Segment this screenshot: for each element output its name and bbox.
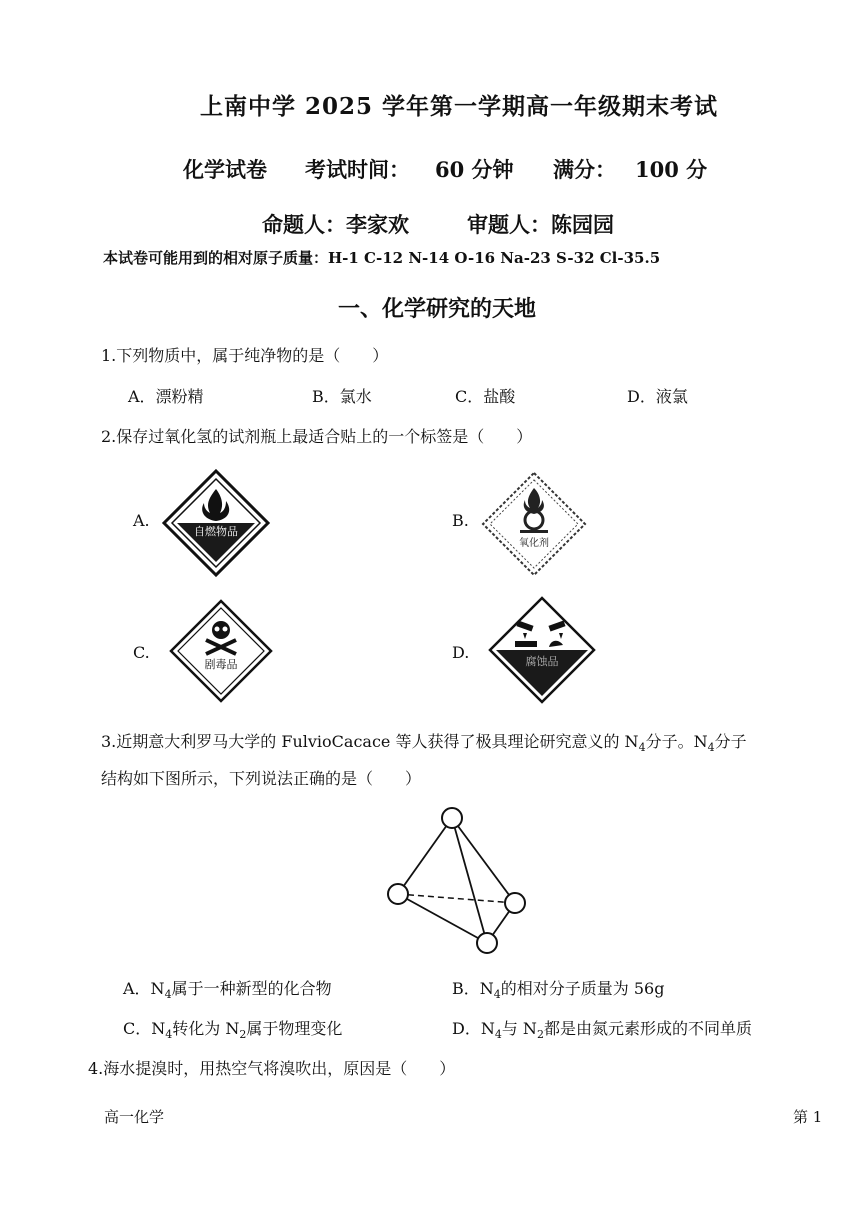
- subscript-2: 2: [239, 1028, 247, 1042]
- q3-stem-part2: 分子。N: [645, 732, 708, 751]
- q2-letter-c: C.: [133, 643, 150, 662]
- section-title: 一、化学研究的天地: [338, 296, 537, 322]
- q3-opt-d-part1: D．N: [452, 1019, 495, 1038]
- footer-subject: 高一化学: [104, 1108, 165, 1126]
- hazard-label-a: [160, 467, 272, 579]
- q2-stem: 2.保存过氧化氢的试剂瓶上最适合贴上的一个标签是（ ）: [101, 427, 533, 446]
- label-d-text: 腐蚀品: [525, 655, 559, 668]
- atom-right: [505, 893, 525, 913]
- subscript-2: 2: [536, 1028, 544, 1042]
- subscript-4: 4: [165, 1028, 173, 1042]
- q4-stem: 4.海水提溴时，用热空气将溴吹出，原因是（ ）: [88, 1059, 456, 1078]
- q1-stem: 1.下列物质中，属于纯净物的是（ ）: [101, 346, 389, 365]
- q3-opt-d-part2: 与 N: [501, 1019, 537, 1038]
- setter: 命题人：李家欢: [262, 212, 409, 237]
- atom-bottom: [477, 933, 497, 953]
- q3-stem-part3: 分子: [714, 732, 747, 751]
- reviewer: 审题人：陈园园: [467, 212, 614, 237]
- q1-option-b: B．氯水: [312, 387, 372, 406]
- time-label: 考试时间：: [305, 157, 410, 182]
- q3-opt-d-part3: 都是由氮元素形成的不同单质: [543, 1019, 752, 1038]
- q3-opt-c-part2: 转化为 N: [172, 1019, 240, 1038]
- time-value: 60 分钟: [435, 157, 514, 182]
- q3-option-b: [452, 976, 664, 1001]
- atom-left: [388, 884, 408, 904]
- hazard-label-c: [168, 598, 274, 704]
- q3-stem-line2: 结构如下图所示，下列说法正确的是（ ）: [101, 769, 422, 788]
- q3-opt-a-part1: A．N: [123, 979, 165, 998]
- q3-option-c: [123, 1016, 342, 1041]
- atomic-masses: 本试卷可能用到的相对原子质量：H-1 C-12 N-14 O-16 Na-23 S-32 Cl-35.5: [103, 249, 661, 267]
- subscript-4: 4: [164, 988, 172, 1002]
- subscript-4: 4: [493, 988, 501, 1002]
- q3-stem-line1: [101, 729, 747, 754]
- label-b-text: 氧化剂: [519, 538, 549, 549]
- subject-title: 化学试卷: [183, 157, 267, 182]
- score-value: 100 分: [635, 157, 708, 182]
- subscript-4: 4: [707, 741, 715, 755]
- q3-option-a: [123, 976, 332, 1001]
- footer-page-number: 第 1: [793, 1108, 823, 1126]
- q2-letter-b: B.: [452, 511, 469, 530]
- q3-opt-b-part1: B．N: [452, 979, 494, 998]
- q3-opt-a-part2: 属于一种新型的化合物: [171, 979, 332, 998]
- score-label: 满分：: [553, 157, 616, 182]
- q3-opt-c-part1: C．N: [123, 1019, 166, 1038]
- subscript-4: 4: [638, 741, 646, 755]
- label-c-text: 剧毒品: [204, 658, 238, 671]
- subscript-4: 4: [494, 1028, 502, 1042]
- hazard-label-d: [487, 595, 597, 705]
- n4-tetrahedron-diagram: [380, 800, 530, 960]
- hazard-label-b: [480, 470, 588, 578]
- q3-opt-c-part3: 属于物理变化: [246, 1019, 343, 1038]
- label-a-text: 自燃物品: [194, 525, 238, 538]
- q2-letter-a: A.: [133, 511, 150, 530]
- q1-option-d: D．液氯: [627, 387, 688, 406]
- q2-letter-d: D.: [452, 643, 470, 662]
- q3-opt-b-part2: 的相对分子质量为 56g: [500, 979, 665, 998]
- atom-top: [442, 808, 462, 828]
- q1-option-a: A．漂粉精: [128, 387, 204, 406]
- q3-option-d: [452, 1016, 752, 1041]
- q1-option-c: C．盐酸: [455, 387, 516, 406]
- exam-title: 上南中学 2025 学年第一学期高一年级期末考试: [200, 93, 719, 120]
- q3-stem-part1: 3.近期意大利罗马大学的 FulvioCacace 等人获得了极具理论研究意义的 N: [101, 732, 639, 751]
